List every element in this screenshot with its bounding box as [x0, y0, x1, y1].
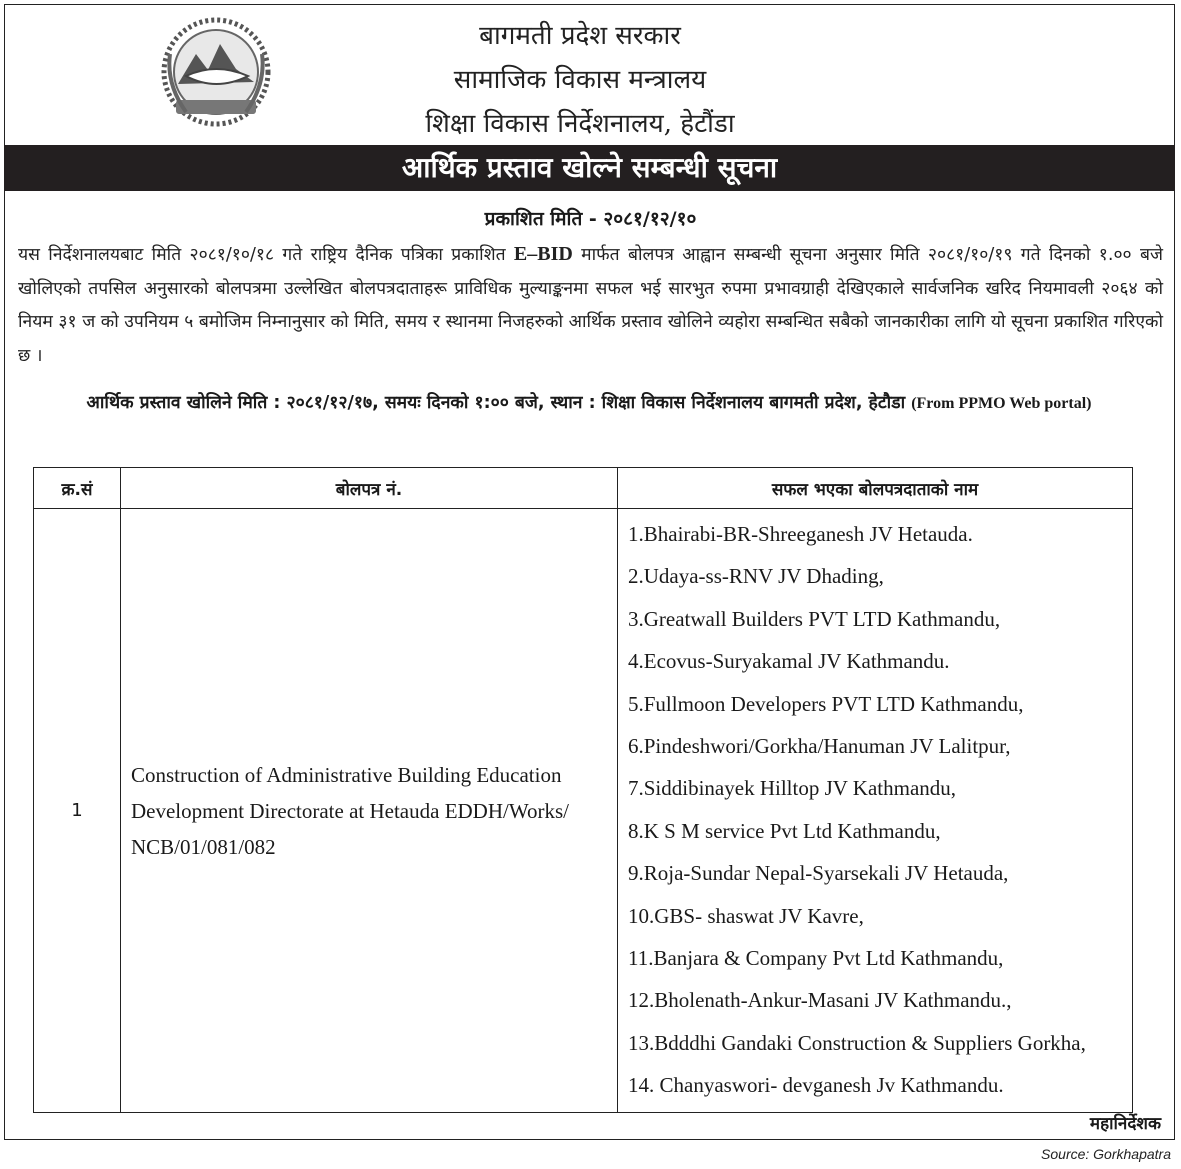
row-sn: 1	[34, 509, 121, 1113]
nepal-emblem-icon	[156, 14, 276, 132]
bid-table	[33, 467, 1133, 1113]
bidder-item: 11.Banjara & Company Pvt Ltd Kathmandu,	[628, 945, 1004, 970]
ebid-label: E–BID	[513, 243, 573, 265]
table-row	[34, 509, 1133, 1113]
signatory-title: महानिर्देशक	[1089, 1114, 1161, 1134]
row-bid-no: Construction of Administrative Building Education Development Directorate at Hetauda EDDH/Works/ NCB/01/081/082	[121, 509, 618, 1113]
bidder-item: 1.Bhairabi-BR-Shreeganesh JV Hetauda.	[628, 522, 973, 546]
header-bid-no: बोलपत्र नं.	[121, 468, 618, 509]
opening-details	[14, 390, 1164, 417]
bidder-item: 8.K S M service Pvt Ltd Kathmandu,	[628, 818, 941, 843]
opening-text: आर्थिक प्रस्ताव खोलिने मिति : २०८१/१२/१७, समयः दिनको १:०० बजे, स्थान : शिक्षा विकास निर्देशनालय बागमती प्रदेश, हेटौडा	[86, 393, 906, 413]
notice-body-part2: मार्फत बोलपत्र आह्वान सम्बन्धी सूचना अनुसार मिति २०८१/१०/१९ गते दिनको १.०० बजे खोलिएको तपसिल अनुसारको बोलपत्रमा उल्लेखित बोलपत्रदाताहरू प्राविधिक मुल्याङ्कनमा सफल भई सारभुत रुपमा प्रभावग्राही देखिएकाले सार्वजनिक खरिद नियमावली २०६४ को नियम ३१ ज को उपनियम ५ बमोजिम निम्नानुसार को मिति, समय र स्थानमा निजहरुको आर्थिक प्रस्ताव खोलिने व्यहोरा सम्बन्धित सबैको जानकारीका लागि यो सूचना प्रकाशित गरिएको छ ।	[18, 245, 1163, 366]
notice-body-part1: यस निर्देशनालयबाट मिति २०८१/१०/१८ गते राष्ट्रिय दैनिक पत्रिका प्रकाशित	[18, 245, 506, 265]
government-name: बागमती प्रदेश सरकार	[479, 21, 681, 51]
header-sn: क्र.सं	[34, 468, 121, 509]
bidder-item: 14. Chanyaswori- devganesh Jv Kathmandu.	[628, 1073, 1004, 1098]
bidder-item: 3.Greatwall Builders PVT LTD Kathmandu,	[628, 606, 1001, 631]
published-date: प्रकाशित मिति - २०८१/१२/१०	[484, 208, 697, 230]
bidder-item: 7.Siddibinayek Hilltop JV Kathmandu,	[628, 776, 957, 801]
bidder-item: 12.Bholenath-Ankur-Masani JV Kathmandu.,	[628, 988, 1012, 1013]
directorate-name: शिक्षा विकास निर्देशनालय, हेटौंडा	[425, 109, 735, 139]
notice-title: आर्थिक प्रस्ताव खोल्ने सम्बन्धी सूचना	[4, 145, 1175, 191]
bidder-item: 4.Ecovus-Suryakamal JV Kathmandu.	[628, 649, 950, 674]
row-bidders	[618, 509, 1133, 1113]
opening-source-note: (From PPMO Web portal)	[911, 395, 1092, 412]
bidder-item: 6.Pindeshwori/Gorkha/Hanuman JV Lalitpur,	[628, 733, 1011, 758]
bidder-item: 9.Roja-Sundar Nepal-Syarsekali JV Hetauda,	[628, 861, 1009, 886]
source-credit: Source: Gorkhapatra	[1041, 1146, 1171, 1162]
bidder-item: 2.Udaya-ss-RNV JV Dhading,	[628, 564, 884, 589]
table-header-row	[34, 468, 1133, 509]
header-bidders: सफल भएका बोलपत्रदाताको नाम	[618, 468, 1133, 509]
bidder-item: 13.Bdddhi Gandaki Construction & Suppliers Gorkha,	[628, 1030, 1086, 1055]
notice-body	[18, 238, 1163, 373]
bidder-item: 5.Fullmoon Developers PVT LTD Kathmandu,	[628, 691, 1024, 716]
ministry-name: सामाजिक विकास मन्त्रालय	[453, 65, 707, 95]
bidder-item: 10.GBS- shaswat JV Kavre,	[628, 903, 864, 928]
